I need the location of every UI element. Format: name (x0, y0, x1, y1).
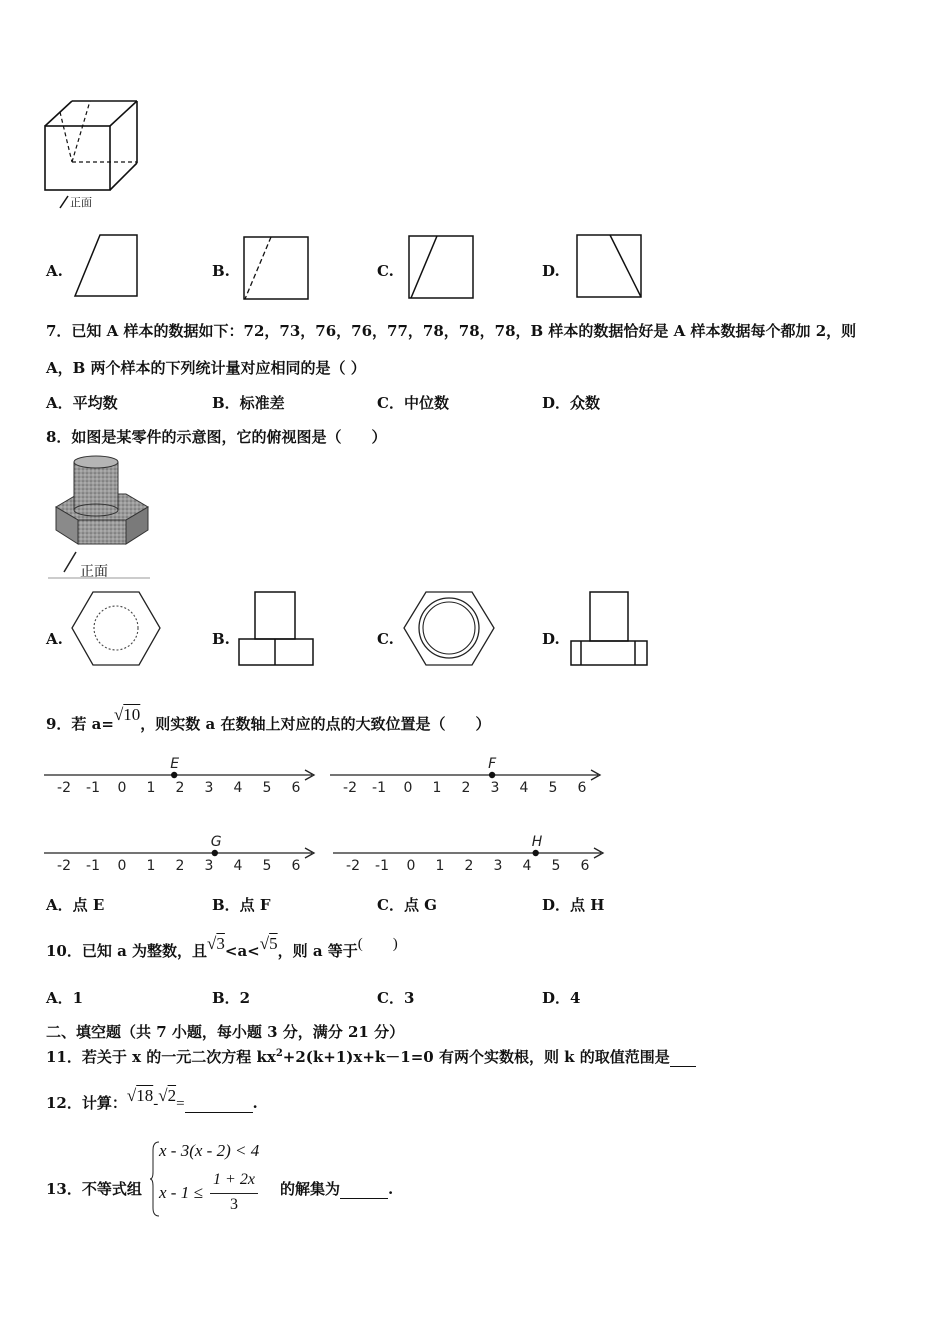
q10-option-b[interactable]: B．2 (212, 989, 251, 1007)
tick-label: 2 (461, 780, 471, 796)
q11-answer-blank[interactable] (670, 1052, 696, 1067)
tick-label: 6 (577, 780, 587, 796)
tick-label: 1 (435, 858, 445, 874)
q11-pre: 11．若关于 x 的一元二次方程 kx (46, 1048, 276, 1066)
q9-option-d[interactable]: D．点 H (542, 896, 605, 914)
number-line-e[interactable] (44, 755, 319, 800)
q10-paren: ( ) (357, 936, 398, 952)
q10-stem (46, 934, 398, 961)
q8-option-d-label: D. (542, 630, 560, 648)
q6-option-d-figure[interactable] (575, 233, 643, 299)
q9-radicand: 10 (123, 705, 141, 724)
point-e (171, 772, 177, 778)
q9-stem-pre: 9．若 a= (46, 715, 114, 733)
q13-denominator: 3 (230, 1196, 238, 1213)
q6-option-d-label: D. (542, 262, 560, 280)
q8-option-a-figure[interactable] (70, 590, 162, 670)
tick-label: -1 (86, 780, 100, 796)
tick-label: 1 (146, 780, 156, 796)
q8-option-b-figure[interactable] (237, 590, 317, 670)
q10-radicand-1: 3 (216, 934, 225, 953)
sqrt-18: √18 (126, 1086, 154, 1105)
tick-label: 6 (291, 780, 301, 796)
point-label-g: G (210, 834, 222, 850)
sqrt-5: √5 (259, 934, 278, 953)
q9-stem (46, 705, 491, 734)
q10-option-a[interactable]: A．1 (46, 989, 84, 1007)
q8-stem: 8．如图是某零件的示意图，它的俯视图是（ ） (46, 428, 387, 446)
q9-option-c[interactable]: C．点 G (377, 896, 437, 914)
q12-stem: 12．计算：√18-√2= . (46, 1086, 258, 1112)
q12-answer-blank[interactable] (185, 1098, 253, 1113)
q10-option-d[interactable]: D．4 (542, 989, 581, 1007)
q7-option-b[interactable]: B．标准差 (212, 394, 285, 412)
q7-stem-line2: A，B 两个样本的下列统计量对应相同的是（ ） (46, 359, 366, 377)
number-line-g[interactable] (44, 833, 319, 878)
tick-label: -1 (86, 858, 100, 874)
tick-label: 0 (403, 780, 413, 796)
q11-post: +2(k+1)x+k－1=0 有两个实数根，则 k 的取值范围是 (282, 1048, 670, 1066)
q10-stem-post: ，则 a 等于 (277, 942, 358, 960)
q9-option-b[interactable]: B．点 F (212, 896, 271, 914)
cube-figure (42, 98, 142, 213)
tick-label: 3 (493, 858, 503, 874)
fraction-bar (210, 1193, 258, 1194)
q12-radicand-2: 2 (167, 1086, 177, 1105)
q6-option-c-figure[interactable] (407, 234, 475, 300)
tick-label: 5 (262, 780, 272, 796)
q13-numerator: 1 + 2x (213, 1171, 255, 1188)
point-h (533, 850, 539, 856)
tick-label: 0 (117, 858, 127, 874)
tick-label: 6 (291, 858, 301, 874)
point-f (489, 772, 495, 778)
sqrt-2: √2 (158, 1086, 177, 1105)
tick-label: -2 (346, 858, 360, 874)
q7-option-c[interactable]: C．中位数 (377, 394, 449, 412)
q6-option-a-label: A. (46, 262, 63, 280)
q11-stem (46, 1046, 696, 1067)
tick-label: 5 (262, 858, 272, 874)
tick-label: 0 (406, 858, 416, 874)
point-label-e: E (170, 756, 180, 772)
q12-radicand-1: 18 (136, 1086, 154, 1105)
tick-label: 2 (175, 858, 185, 874)
q8-option-b-label: B. (212, 630, 230, 648)
q6-option-b-figure[interactable] (242, 235, 310, 301)
q8-option-c-label: C. (377, 630, 394, 648)
q8-option-d-figure[interactable] (569, 590, 653, 670)
sqrt-10: √10 (113, 705, 141, 724)
q12-minus: - (153, 1096, 159, 1112)
q6-option-c-label: C. (377, 262, 394, 280)
number-line-h[interactable] (333, 833, 608, 878)
tick-label: 4 (233, 780, 243, 796)
tick-label: -1 (372, 780, 386, 796)
q12-eq: = (176, 1096, 185, 1112)
q13-pre: 13．不等式组 (46, 1180, 142, 1198)
sqrt-3: √3 (207, 934, 225, 953)
q13-inequality-2-left: x - 1 ≤ (159, 1183, 203, 1202)
tick-label: 4 (233, 858, 243, 874)
q11-sup: 2 (275, 1048, 283, 1059)
q13-post: 的解集为 (280, 1180, 341, 1198)
tick-label: 5 (551, 858, 561, 874)
part-front-label: 正面 (80, 564, 108, 580)
q6-option-a-figure[interactable] (73, 233, 141, 299)
arrow-icon (60, 196, 68, 208)
tick-label: 1 (146, 858, 156, 874)
q10-option-c[interactable]: C．3 (377, 989, 415, 1007)
tick-label: 3 (204, 858, 214, 874)
q7-option-a[interactable]: A．平均数 (46, 394, 118, 412)
point-label-h: H (531, 834, 543, 850)
point-label-f: F (488, 756, 497, 772)
arrow-icon (64, 552, 76, 572)
section-2-title: 二、填空题（共 7 小题，每小题 3 分，满分 21 分） (46, 1023, 405, 1041)
q8-option-c-figure[interactable] (402, 590, 496, 670)
tick-label: -2 (57, 780, 71, 796)
tick-label: -2 (343, 780, 357, 796)
tick-label: 2 (175, 780, 185, 796)
tick-label: 6 (580, 858, 590, 874)
tick-label: 3 (204, 780, 214, 796)
q10-stem-pre: 10．已知 a 为整数，且 (46, 942, 208, 960)
tick-label: -1 (375, 858, 389, 874)
q9-stem-post: ，则实数 a 在数轴上对应的点的大致位置是（ ） (140, 715, 491, 733)
q7-option-d[interactable]: D．众数 (542, 394, 601, 412)
number-line-f[interactable] (330, 755, 605, 800)
q13-answer-blank[interactable] (340, 1184, 388, 1199)
point-g (212, 850, 218, 856)
tick-label: 1 (432, 780, 442, 796)
tick-label: 5 (548, 780, 558, 796)
q7-stem-line1: 7．已知 A 样本的数据如下：72，73，76，76，77，78，78，78，B 样本的数据恰好是 A 样本数据每个都加 2，则 (46, 322, 857, 340)
tick-label: 4 (519, 780, 529, 796)
tick-label: 2 (464, 858, 474, 874)
tick-label: -2 (57, 858, 71, 874)
tick-label: 0 (117, 780, 127, 796)
q13-inequality-1: x - 3(x - 2) < 4 (159, 1141, 260, 1160)
q12-pre: 12．计算： (46, 1094, 127, 1112)
q10-mid: <a< (224, 942, 260, 960)
q10-radicand-2: 5 (269, 934, 278, 953)
q8-option-a-label: A. (46, 630, 63, 648)
cube-front-label: 正面 (70, 196, 92, 209)
tick-label: 4 (522, 858, 532, 874)
q9-option-a[interactable]: A．点 E (46, 896, 105, 914)
q6-option-b-label: B. (212, 262, 230, 280)
tick-label: 3 (490, 780, 500, 796)
q13-post-wrap: 的解集为 . (280, 1180, 394, 1198)
